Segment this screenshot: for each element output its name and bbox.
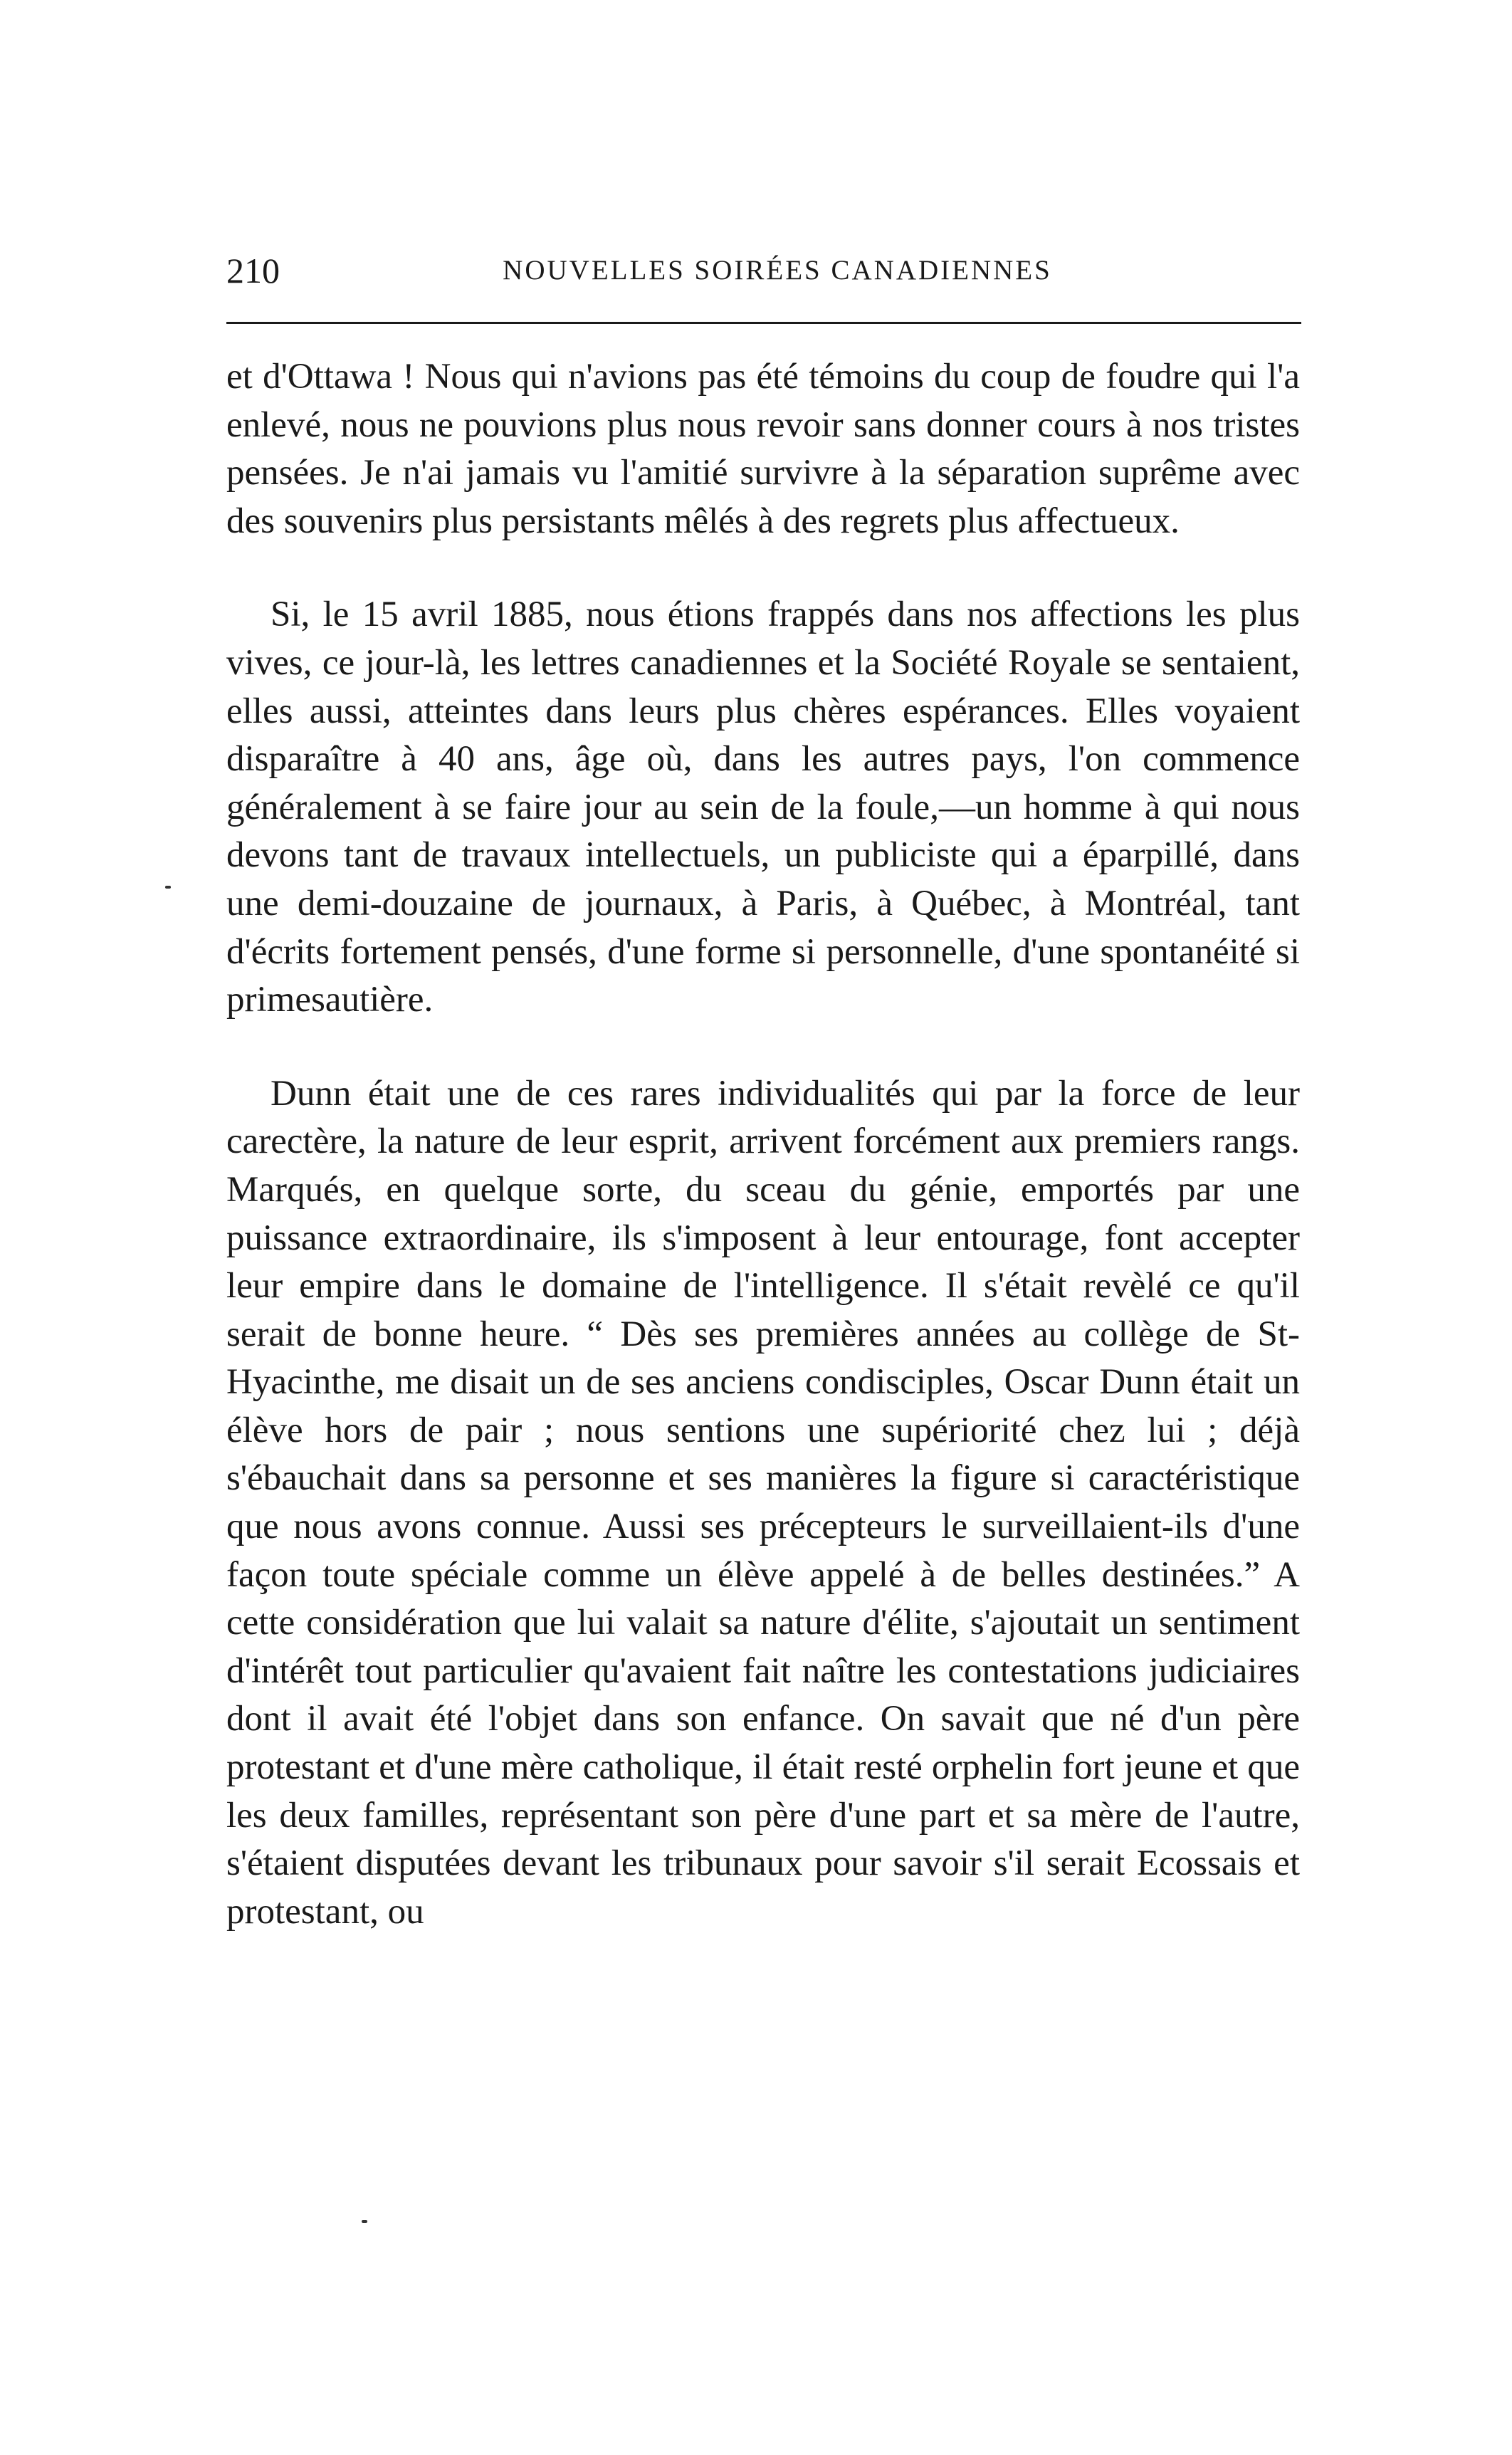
paragraph-1: et d'Ottawa ! Nous qui n'avions pas été témoins du coup de foudre qui l'a enlevé, nous ne pouvions plus nous revoir sans donner cours à nos tristes pensées. Je n'ai jamais vu l'amitié survivre à la séparation suprême avec des souvenirs plus persistants mêlés à des regrets plus affectueux. [226, 357, 1300, 541]
header-rule [226, 322, 1301, 324]
page-number: 210 [226, 251, 280, 290]
paragraph-2: Si, le 15 avril 1885, nous étions frappés dans nos affections les plus vives, ce jour-là, les lettres canadiennes et la Société Royale se sentaient, elles aussi, atteintes dans leurs plus chères espérances. Elles voyaient disparaître à 40 ans, âge où, dans les autres pays, l'on commence généralement à se faire jour au sein de la foule,—un homme à qui nous devons tant de travaux intellectuels, un publiciste qui a éparpillé, dans une demi-douzaine de journaux, à Paris, à Québec, à Montréal, tant d'écrits fortement pensés, d'une forme si personnelle, d'une spontanéité si primesautière. [226, 595, 1300, 1020]
running-title: NOUVELLES SOIRÉES CANADIENNES [503, 255, 1052, 286]
stray-mark [362, 2220, 367, 2223]
page-header [226, 246, 1300, 295]
stray-mark [165, 886, 171, 889]
body-text [226, 353, 1300, 1936]
paragraph-3: Dunn était une de ces rares individualités qui par la force de leur carectère, la nature de leur esprit, arrivent forcément aux premiers rangs. Marqués, en quelque sorte, du sceau du génie, emportés par une puissance extraordinaire, ils s'imposent à leur entourage, font accepter leur empire dans le domaine de l'intelligence. Il s'était revèlé ce qu'il serait de bonne heure. “ Dès ses premières années au collège de St-Hyacinthe, me disait un de ses anciens condisciples, Oscar Dunn était un élève hors de pair ; nous sentions une supériorité chez lui ; déjà s'ébauchait dans sa personne et ses manières la figure si caractéristique que nous avons connue. Aussi ses précepteurs le surveillaient-ils d'une façon toute spéciale comme un élève appelé à de belles destinées.” A cette considération que lui valait sa nature d'élite, s'ajoutait un sentiment d'intérêt tout particulier qu'avaient fait naître les contestations judiciaires dont il avait été l'objet dans son enfance. On savait que né d'un père protestant et d'une mère catholique, il était resté orphelin fort jeune et que les deux familles, représentant son père d'une part et sa mère de l'autre, s'étaient disputées devant les tribunaux pour savoir s'il serait Ecossais et protestant, ou [226, 1073, 1300, 1932]
